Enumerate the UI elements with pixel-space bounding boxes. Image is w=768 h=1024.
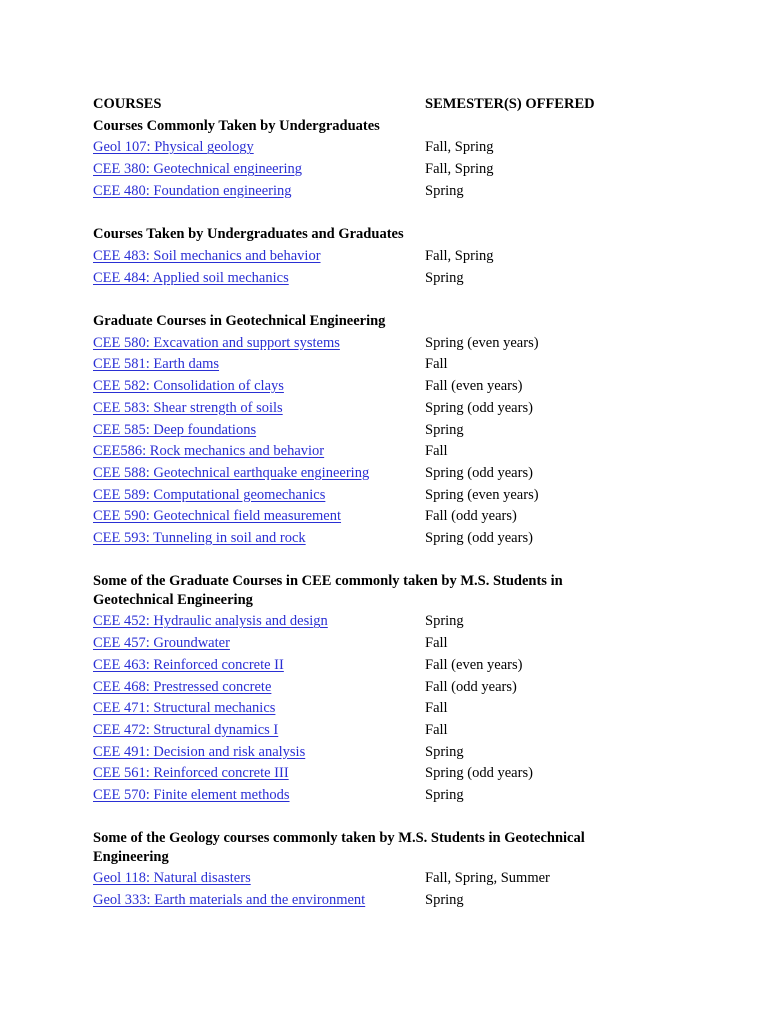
table-row xyxy=(93,420,653,442)
semester-cell: Fall, Spring, Summer xyxy=(425,870,550,887)
table-row xyxy=(93,506,653,528)
course-link[interactable]: CEE 585: Deep foundations xyxy=(93,421,257,438)
table-row xyxy=(93,463,653,485)
course-link[interactable]: Geol 118: Natural disasters xyxy=(93,870,251,887)
table-row xyxy=(93,137,653,159)
table-row xyxy=(93,441,653,463)
table-row xyxy=(93,655,653,677)
course-link[interactable]: CEE 483: Soil mechanics and behavior xyxy=(93,247,321,264)
section-title: Some of the Graduate Courses in CEE commonly taken by M.S. Students in Geotechnical Engineering xyxy=(93,573,563,608)
course-link[interactable]: CEE 471: Structural mechanics xyxy=(93,700,276,717)
section-graduate-geotechnical xyxy=(93,311,653,550)
table-header xyxy=(93,94,653,116)
section-title: Graduate Courses in Geotechnical Engineering xyxy=(93,313,386,329)
table-row xyxy=(93,611,653,633)
course-link[interactable]: CEE 590: Geotechnical field measurement xyxy=(93,508,342,525)
semester-cell: Spring (odd years) xyxy=(425,399,533,416)
semester-cell: Fall xyxy=(425,700,448,717)
section-title: Some of the Geology courses commonly taken by M.S. Students in Geotechnical Engineering xyxy=(93,830,585,865)
semester-cell: Fall xyxy=(425,721,448,738)
table-row xyxy=(93,246,653,268)
course-link[interactable]: CEE 480: Foundation engineering xyxy=(93,182,292,199)
course-link[interactable]: CEE 582: Consolidation of clays xyxy=(93,378,284,395)
section-spacer xyxy=(93,807,653,829)
section-spacer xyxy=(93,289,653,311)
table-row xyxy=(93,890,653,912)
section-spacer xyxy=(93,203,653,225)
semester-cell: Fall xyxy=(425,635,448,652)
courses-column-header: COURSES xyxy=(93,96,162,112)
table-row xyxy=(93,763,653,785)
course-link[interactable]: CEE 468: Prestressed concrete xyxy=(93,678,272,695)
course-link[interactable]: CEE 588: Geotechnical earthquake engineering xyxy=(93,464,370,481)
course-link[interactable]: CEE 472: Structural dynamics I xyxy=(93,721,279,738)
semester-cell: Fall, Spring xyxy=(425,161,494,178)
table-row xyxy=(93,785,653,807)
course-link[interactable]: CEE 457: Groundwater xyxy=(93,635,230,652)
semester-cell: Spring (even years) xyxy=(425,334,539,351)
semester-cell: Fall (even years) xyxy=(425,656,523,673)
semester-cell: Spring xyxy=(425,421,464,438)
course-link[interactable]: CEE586: Rock mechanics and behavior xyxy=(93,443,325,460)
course-link[interactable]: CEE 589: Computational geomechanics xyxy=(93,486,326,503)
section-title: Courses Commonly Taken by Undergraduates xyxy=(93,117,380,134)
table-row xyxy=(93,181,653,203)
semester-cell: Spring (odd years) xyxy=(425,464,533,481)
section-geology-ms-courses xyxy=(93,828,653,911)
course-link[interactable]: CEE 570: Finite element methods xyxy=(93,787,290,804)
table-row xyxy=(93,677,653,699)
course-link[interactable]: CEE 380: Geotechnical engineering xyxy=(93,161,302,178)
table-row xyxy=(93,333,653,355)
semester-cell: Fall, Spring xyxy=(425,247,494,264)
table-row xyxy=(93,528,653,550)
semester-cell: Spring xyxy=(425,182,464,199)
course-link[interactable]: CEE 452: Hydraulic analysis and design xyxy=(93,613,328,630)
course-link[interactable]: CEE 593: Tunneling in soil and rock xyxy=(93,530,306,547)
course-link[interactable]: CEE 491: Decision and risk analysis xyxy=(93,743,306,760)
semester-cell: Spring xyxy=(425,613,464,630)
semester-cell: Spring xyxy=(425,743,464,760)
table-row xyxy=(93,159,653,181)
course-link[interactable]: Geol 333: Earth materials and the environment xyxy=(93,892,366,909)
course-link[interactable]: CEE 463: Reinforced concrete II xyxy=(93,656,284,673)
semester-cell: Fall (odd years) xyxy=(425,678,517,695)
table-row xyxy=(93,268,653,290)
semester-cell: Spring (odd years) xyxy=(425,765,533,782)
course-link[interactable]: Geol 107: Physical geology xyxy=(93,139,254,156)
table-row xyxy=(93,485,653,507)
semester-cell: Fall xyxy=(425,356,448,373)
table-row xyxy=(93,398,653,420)
section-cee-ms-courses xyxy=(93,571,653,806)
semester-cell: Spring (odd years) xyxy=(425,530,533,547)
semester-cell: Spring (even years) xyxy=(425,486,539,503)
course-link[interactable]: CEE 583: Shear strength of soils xyxy=(93,399,283,416)
semester-cell: Spring xyxy=(425,787,464,804)
course-link[interactable]: CEE 561: Reinforced concrete III xyxy=(93,765,289,782)
table-row xyxy=(93,742,653,764)
section-title: Courses Taken by Undergraduates and Graduates xyxy=(93,226,404,243)
course-link[interactable]: CEE 581: Earth dams xyxy=(93,356,220,373)
table-row xyxy=(93,868,653,890)
table-row xyxy=(93,698,653,720)
semester-cell: Spring xyxy=(425,892,464,909)
semester-cell: Fall (even years) xyxy=(425,378,523,395)
section-undergraduate xyxy=(93,116,653,203)
section-spacer xyxy=(93,550,653,572)
course-link[interactable]: CEE 580: Excavation and support systems xyxy=(93,334,340,351)
table-row xyxy=(93,633,653,655)
course-listing-page xyxy=(93,94,653,912)
table-row xyxy=(93,720,653,742)
semesters-column-header: SEMESTER(S) OFFERED xyxy=(425,96,595,112)
table-row xyxy=(93,376,653,398)
course-link[interactable]: CEE 484: Applied soil mechanics xyxy=(93,269,289,286)
table-row xyxy=(93,354,653,376)
semester-cell: Spring xyxy=(425,269,464,286)
semester-cell: Fall (odd years) xyxy=(425,508,517,525)
section-undergrad-and-grad xyxy=(93,224,653,289)
semester-cell: Fall, Spring xyxy=(425,139,494,156)
semester-cell: Fall xyxy=(425,443,448,460)
